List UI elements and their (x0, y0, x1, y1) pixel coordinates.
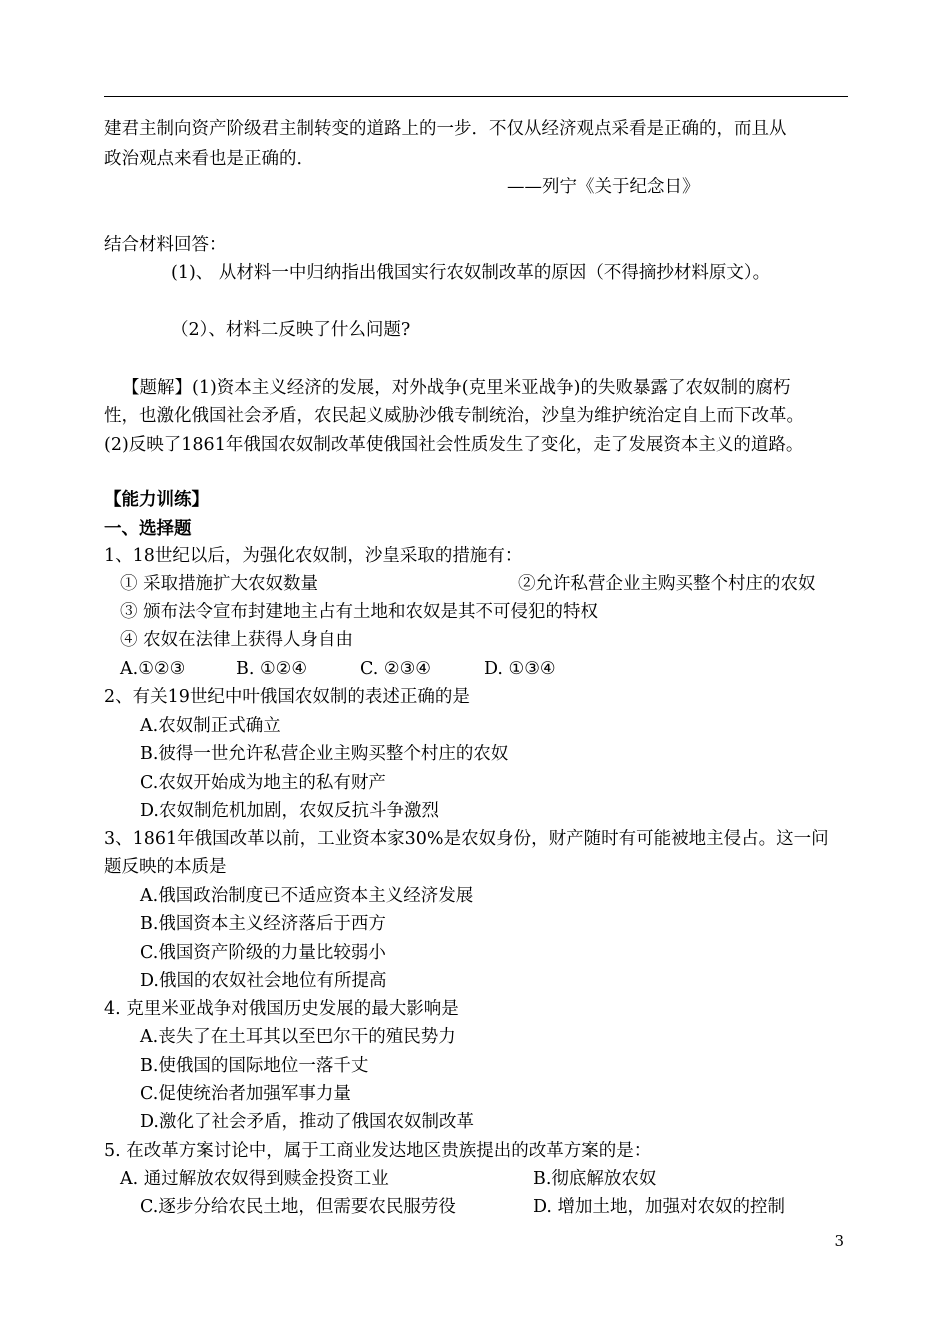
question-3-stem-line-2: 题反映的本质是 (104, 857, 227, 877)
answer-line-3: (2)反映了1861年俄国农奴制改革使俄国社会性质发生了变化，走了发展资本主义的道路。 (104, 435, 804, 455)
question-2-option-a: A.农奴制正式确立 (140, 716, 281, 736)
question-2-stem: 2、有关19世纪中叶俄国农奴制的表述正确的是 (104, 687, 470, 707)
header-rule (104, 96, 848, 97)
question-5-option-c: C.逐步分给农民土地，但需要农民服劳役 (140, 1197, 456, 1217)
question-3-option-b: B.俄国资本主义经济落后于西方 (140, 914, 386, 934)
question-1-stem: 1、18世纪以后，为强化农奴制，沙皇采取的措施有： (104, 546, 523, 566)
answer-line-1: 【题解】(1)资本主义经济的发展，对外战争(克里米亚战争)的失败暴露了农奴制的腐朽 (122, 378, 791, 398)
subquestion-2: （2）、材料二反映了什么问题? (171, 320, 411, 340)
question-5-option-d: D. 增加土地，加强对农奴的控制 (533, 1197, 786, 1217)
question-2-option-d: D.农奴制危机加剧，农奴反抗斗争激烈 (140, 801, 439, 821)
question-1-item-1: ① 采取措施扩大农奴数量 (120, 574, 319, 594)
section-title: 【能力训练】 (104, 490, 209, 510)
question-2-option-b: B.彼得一世允许私营企业主购买整个村庄的农奴 (140, 744, 509, 764)
material-line-2: 政治观点来看也是正确的． (104, 149, 314, 169)
answer-line-2: 性，也激化俄国社会矛盾，农民起义威胁沙俄专制统治，沙皇为维护统治定自上而下改革。 (104, 406, 804, 426)
question-3-option-a: A.俄国政治制度已不适应资本主义经济发展 (140, 886, 474, 906)
question-1-option-a: A.①②③ (120, 659, 186, 679)
citation: ——列宁《关于纪念日》 (507, 177, 700, 197)
question-4-option-b: B.使俄国的国际地位一落千丈 (140, 1056, 369, 1076)
question-4-stem: 4. 克里米亚战争对俄国历史发展的最大影响是 (104, 999, 459, 1019)
question-5-option-a: A. 通过解放农奴得到赎金投资工业 (120, 1169, 389, 1189)
question-3-option-c: C.俄国资产阶级的力量比较弱小 (140, 943, 386, 963)
question-1-option-c: C. ②③④ (360, 659, 431, 679)
subquestion-1: (1)、 从材料一中归纳指出俄国实行农奴制改革的原因（不得摘抄材料原文）。 (171, 263, 771, 283)
question-5-stem: 5. 在改革方案讨论中，属于工商业发达地区贵族提出的改革方案的是： (104, 1141, 652, 1161)
question-3-stem-line-1: 3、1861年俄国改革以前，工业资本家30%是农奴身份，财产随时有可能被地主侵占。这一问 (104, 829, 829, 849)
question-5-option-b: B.彻底解放农奴 (533, 1169, 657, 1189)
question-1-option-b: B. ①②④ (236, 659, 308, 679)
question-1-item-2: ②允许私营企业主购买整个村庄的农奴 (518, 574, 816, 594)
subsection-title: 一、选择题 (104, 519, 192, 539)
question-1-item-3: ③ 颁布法令宣布封建地主占有土地和农奴是其不可侵犯的特权 (120, 602, 599, 622)
page-number: 3 (834, 1232, 844, 1250)
question-1-item-4: ④ 农奴在法律上获得人身自由 (120, 630, 354, 650)
question-4-option-a: A.丧失了在土耳其以至巴尔干的殖民势力 (140, 1027, 456, 1047)
material-line-1: 建君主制向资产阶级君主制转变的道路上的一步．不仅从经济观点采看是正确的，而且从 (104, 119, 787, 139)
question-4-option-c: C.促使统治者加强军事力量 (140, 1084, 351, 1104)
question-4-option-d: D.激化了社会矛盾，推动了俄国农奴制改革 (140, 1112, 474, 1132)
question-2-option-c: C.农奴开始成为地主的私有财产 (140, 773, 386, 793)
prompt: 结合材料回答： (104, 235, 227, 255)
question-1-option-d: D. ①③④ (484, 659, 556, 679)
question-3-option-d: D.俄国的农奴社会地位有所提高 (140, 971, 387, 991)
